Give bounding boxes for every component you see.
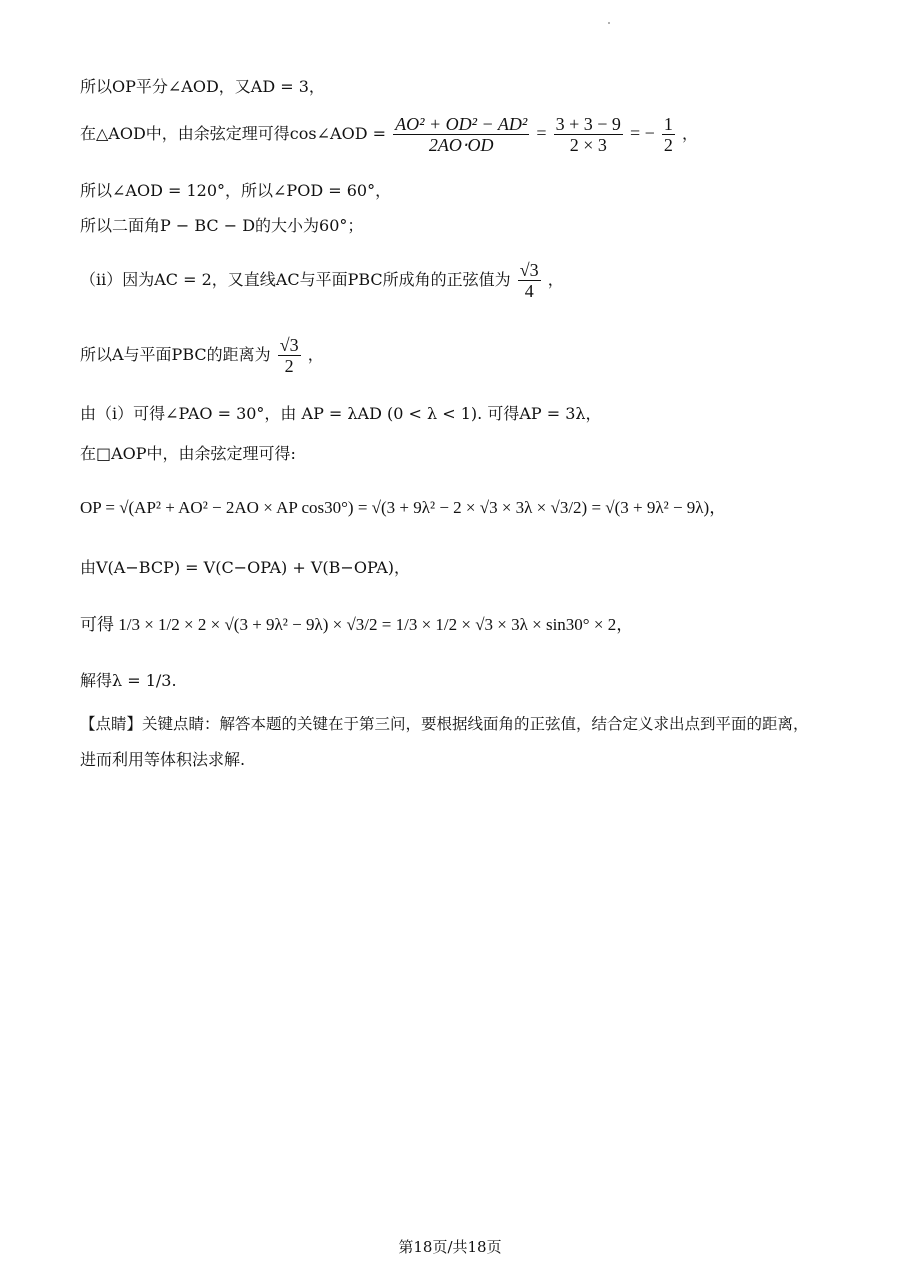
fraction-denominator-two-b: 2 (284, 356, 294, 376)
text-line-1 (80, 76, 325, 98)
text-line-3 (80, 180, 391, 202)
line-7-text: 由（i）可得∠PAO = 30°，由 AP = λAD (0 < λ < 1). 可得AP = 3λ， (80, 404, 602, 423)
line-2-end: ， (682, 124, 699, 143)
fraction-cos-formula (393, 114, 529, 155)
page-footer: 第18页/共18页 (398, 1238, 502, 1256)
line-1-text: 所以OP平分∠AOD，又AD = 3， (80, 77, 325, 96)
text-line-13 (80, 713, 809, 735)
line-6-prefix: 所以A与平面PBC的距离为 (80, 345, 271, 364)
text-line-11 (80, 614, 633, 636)
line-3-text: 所以∠AOD = 120°，所以∠POD = 60°， (80, 181, 392, 200)
text-line-9 (80, 497, 726, 519)
line-10-text: 由V(A−BCP) = V(C−OPA) + V(B−OPA)， (80, 558, 411, 577)
fraction-cos-values (554, 114, 623, 155)
fraction-denominator-values: 2 × 3 (569, 135, 607, 155)
fraction-numerator-sqrt3-b: √3 (279, 335, 299, 355)
fraction-denominator-two: 2 (663, 135, 673, 155)
line-2-equals-minus: = − (630, 123, 655, 143)
text-line-5 (80, 260, 564, 301)
line-9-formula: OP = √(AP² + AO² − 2AO × AP cos30°) = √(3 + 9λ² − 2 × √3 × 3λ × √3/2) = √(3 + 9λ² − 9λ)， (80, 498, 727, 517)
text-line-4 (80, 215, 363, 237)
text-line-8 (80, 443, 296, 465)
fraction-denominator-four: 4 (524, 281, 534, 301)
text-line-2: 在△AOD中，由余弦定理可得cos∠AOD = $\frac{\text{AO² + OD² − AD²}}{2AO\cdot OD}$ = $\frac{3 + 3 - 9}{2 \times 3}$ = − $\frac{1}{2}$ ， (80, 114, 699, 155)
fraction-sqrt3-over-4 (518, 260, 541, 301)
text-line-14 (80, 749, 245, 771)
text-line-12 (80, 670, 177, 692)
text-line-6 (80, 335, 324, 376)
line-14-text: 进而利用等体积法求解. (80, 750, 246, 769)
fraction-numerator: AO² + OD² − AD² (395, 114, 528, 134)
line-12-text: 解得λ = 1/3. (80, 671, 177, 690)
line-5-prefix: （ii）因为AC = 2，又直线AC与平面PBC所成角的正弦值为 (80, 270, 511, 289)
scan-dot (608, 22, 610, 24)
line-5-end: ， (547, 270, 564, 289)
fraction-one-half (662, 114, 675, 155)
fraction-numerator-sqrt3: √3 (519, 260, 539, 280)
fraction-numerator-values: 3 + 3 − 9 (555, 114, 621, 134)
line-8-text: 在□AOP中，由余弦定理可得: (80, 444, 296, 463)
line-13-text: 【点睛】关键点睛：解答本题的关键在于第三问，要根据线面角的正弦值，结合定义求出点到平面的距离， (80, 715, 809, 733)
line-4-text: 所以二面角P − BC − D的大小为60°； (80, 216, 364, 235)
text-line-7 (80, 403, 602, 425)
fraction-sqrt3-over-2 (278, 335, 301, 376)
line-6-end: ， (307, 345, 324, 364)
line-11-formula: 可得 1/3 × 1/2 × 2 × √(3 + 9λ² − 9λ) × √3/2 = 1/3 × 1/2 × √3 × 3λ × sin30° × 2， (80, 615, 634, 634)
text-line-10 (80, 557, 410, 579)
line-2-prefix: 在△AOD中，由余弦定理可得cos∠AOD = (80, 124, 387, 143)
fraction-denominator: 2AO⋅OD (428, 135, 494, 155)
fraction-numerator-one: 1 (663, 114, 673, 134)
